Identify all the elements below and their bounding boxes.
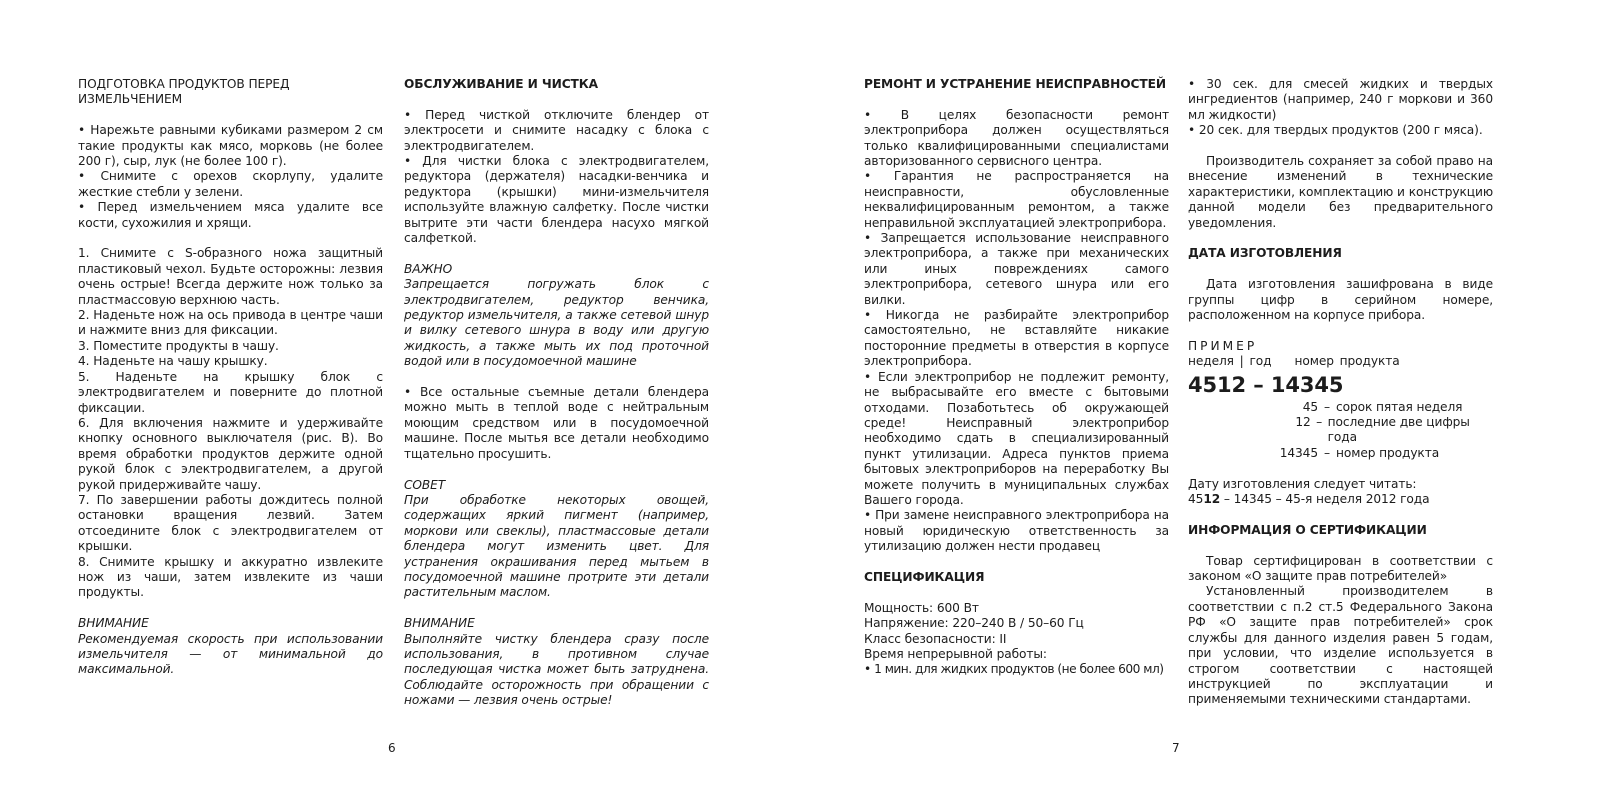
legend-separator: –	[1324, 445, 1330, 460]
bullet-item: • Все остальные съемные детали блендера можно мыть в теплой воде с нейтральным моющим средством или в посудомоечной машине. После мытья все детали необходимо тщательно просушить.	[404, 385, 709, 461]
section-heading-maintenance: ОБСЛУЖИВАНИЕ И ЧИСТКА	[404, 77, 598, 91]
bullet-item: • Перед чисткой отключите блендер от электросети и снимите насадку с блока с электродвигателем.	[404, 107, 709, 153]
bullet-item: • Снимите с орехов скорлупу, удалите жесткие стебли у зелени.	[78, 169, 383, 199]
legend-separator: –	[1316, 415, 1323, 430]
warning-text: Рекомендуемая скорость при использовании измельчителя — от минимальной до максимальной.	[78, 631, 383, 677]
column-4	[1188, 77, 1493, 708]
example-label: ПРИМЕР	[1188, 338, 1258, 353]
spec-line: • 1 мин. для жидких продуктов (не более 600 мл)	[864, 662, 1164, 677]
warning-text: Выполняйте чистку блендера сразу после использования, в противном случае последующая чистка может быть затруднена. Соблюдайте осторожность при обращении с ножами — лезвия очень острые!	[404, 631, 709, 708]
cert-paragraph: Установленный производителем в соответствии с п.2 ст.5 Федерального Закона РФ «О защите прав потребителей» срок службы для данного изделия равен 5 годам, при условии, что изделие используется в строгом соответствии с настоящей инструкцией по эксплуатации и применяемыми техническими стандартами.	[1188, 584, 1493, 707]
section-heading-repair: РЕМОНТ И УСТРАНЕНИЕ НЕИСПРАВНОСТЕЙ	[864, 77, 1166, 91]
legend-key: 45	[1302, 399, 1318, 414]
legend-key: 14345	[1279, 445, 1318, 460]
column-3	[864, 77, 1169, 678]
step-item: 1. Снимите с S-образного ножа защитный пластиковый чехол. Будьте осторожны: лезвия очень острые! Всегда держите нож только за пластмассовую верхнюю часть.	[78, 246, 383, 307]
read-example-year: 12	[1203, 492, 1221, 507]
important-title: ВАЖНО	[404, 261, 453, 276]
legend-key: 12	[1295, 415, 1311, 430]
legend-value: номер продукта	[1336, 445, 1440, 460]
example-sub: неделя | год номер продукта	[1188, 354, 1400, 369]
read-example-week: 45	[1188, 492, 1204, 507]
example-code: 4512 – 14345	[1188, 372, 1344, 397]
page-number-right: 7	[1172, 741, 1180, 755]
step-item: 4. Наденьте на чашу крышку.	[78, 354, 268, 369]
bullet-item: • Никогда не разбирайте электроприбор самостоятельно, не вставляйте никакие посторонние предметы в отверстия в корпусе электроприбора.	[864, 308, 1169, 369]
bullet-item: • При замене неисправного электроприбора на новый юридическую ответственность за утилизацию должен нести продавец	[864, 508, 1169, 554]
legend-row	[1188, 400, 1493, 415]
warning-title: ВНИМАНИЕ	[404, 616, 475, 631]
step-item: 6. Для включения нажмите и удерживайте кнопку основного выключателя (рис. В). Во время обработки продуктов держите одной рукой блок с электродвигателем, а другой рукой придерживайте чашу.	[78, 415, 383, 492]
cert-paragraph: Товар сертифицирован в соответствии с законом «О защите прав потребителей»	[1188, 553, 1493, 584]
section-heading-date: ДАТА ИЗГОТОВЛЕНИЯ	[1188, 246, 1342, 261]
step-item: 3. Поместите продукты в чашу.	[78, 338, 279, 353]
bullet-item: • 30 сек. для смесей жидких и твердых ингредиентов (например, 240 г моркови и 360 мл жидкости)	[1188, 77, 1493, 122]
manufacturer-note: Производитель сохраняет за собой право на внесение изменений в технические характеристики, комплектацию и конструкцию данной модели без предварительного уведомления.	[1188, 154, 1493, 230]
warning-title: ВНИМАНИЕ	[78, 616, 149, 631]
legend-row	[1188, 415, 1493, 446]
section-heading-preparation: ПОДГОТОВКА ПРОДУКТОВ ПЕРЕД ИЗМЕЛЬЧЕНИЕМ	[78, 77, 290, 107]
spec-line: Время непрерывной работы:	[864, 646, 1047, 661]
step-item: 5. Наденьте на крышку блок с электродвигателем и поверните до плотной фиксации.	[78, 369, 383, 415]
bullet-item: • Запрещается использование неисправного электроприбора, а также при механических или иных повреждениях самого электроприбора, сетевого шнура или его вилки.	[864, 231, 1169, 307]
bullet-item: • Нарежьте равными кубиками размером 2 см такие продукты как мясо, морковь (не более 200 г), сыр, лук (не более 100 г).	[78, 123, 383, 169]
column-2	[404, 77, 709, 709]
read-example-rest: – 14345 – 45-я неделя 2012 года	[1220, 492, 1430, 507]
page-number-left: 6	[388, 741, 396, 755]
example-legend	[1188, 400, 1493, 462]
legend-separator: –	[1324, 399, 1330, 414]
legend-row	[1188, 446, 1493, 461]
step-item: 7. По завершении работы дождитесь полной остановки вращения лезвий. Затем отсоедините блок с электродвигателем от крышки.	[78, 492, 383, 554]
read-as-example	[1188, 492, 1493, 507]
legend-value: сорок пятая неделя	[1336, 399, 1463, 414]
read-as-label: Дату изготовления следует читать:	[1188, 476, 1417, 491]
bullet-item: • Для чистки блока с электродвигателем, редуктора (держателя) насадки-венчика и редуктора (крышки) мини-измельчителя используйте влажную салфетку. После чистки вытрите эти части блендера насухо мягкой салфеткой.	[404, 154, 709, 246]
advice-title: СОВЕТ	[404, 477, 446, 492]
important-text: Запрещается погружать блок с электродвигателем, редуктор венчика, редуктор измельчителя, а также сетевой шнур и вилку сетевого шнура в воду или другую жидкость, а также мыть их под проточной водой или в посудомоечной машине	[404, 277, 709, 369]
bullet-item: • В целях безопасности ремонт электроприбора должен осуществляться только квалифицированными специалистами авторизованного сервисного центра.	[864, 107, 1169, 169]
column-1	[78, 77, 383, 678]
spec-line: Напряжение: 220–240 В / 50–60 Гц	[864, 616, 1084, 631]
step-item: 8. Снимите крышку и аккуратно извлеките нож из чаши, затем извлеките из чаши продукты.	[78, 554, 383, 600]
spec-line: Класс безопасности: II	[864, 631, 1007, 646]
bullet-item: • 20 сек. для твердых продуктов (200 г мяса).	[1188, 123, 1483, 138]
bullet-item: • Перед измельчением мяса удалите все кости, сухожилия и хрящи.	[78, 200, 383, 230]
section-heading-specification: СПЕЦИФИКАЦИЯ	[864, 569, 985, 584]
date-text: Дата изготовления зашифрована в виде группы цифр в серийном номере, расположенном на корпусе прибора.	[1188, 277, 1493, 323]
legend-value: последние две цифры года	[1327, 415, 1470, 445]
spec-line: Мощность: 600 Вт	[864, 600, 979, 615]
bullet-item: • Если электроприбор не подлежит ремонту, не выбрасывайте его вместе с бытовыми отходами. Позаботьтесь об окружающей среде! Неисправный электроприбор необходимо сдать в специализированный пункт утилизации. Адреса пунктов приема бытовых электроприборов на переработку Вы можете получить в муниципальных службах Вашего города.	[864, 369, 1169, 507]
step-item: 2. Наденьте нож на ось привода в центре чаши и нажмите вниз для фиксации.	[78, 308, 383, 338]
section-heading-certification: ИНФОРМАЦИЯ О СЕРТИФИКАЦИИ	[1188, 522, 1427, 537]
advice-text: При обработке некоторых овощей, содержащих яркий пигмент (например, моркови или свеклы), пластмассовые детали блендера могут изменить цвет. Для устранения окрашивания перед мытьем в посудомоечной машине протрите эти детали растительным маслом.	[404, 492, 709, 600]
bullet-item: • Гарантия не распространяется на неисправности, обусловленные неквалифицированным ремонтом, а также неправильной эксплуатацией электроприбора.	[864, 169, 1169, 230]
